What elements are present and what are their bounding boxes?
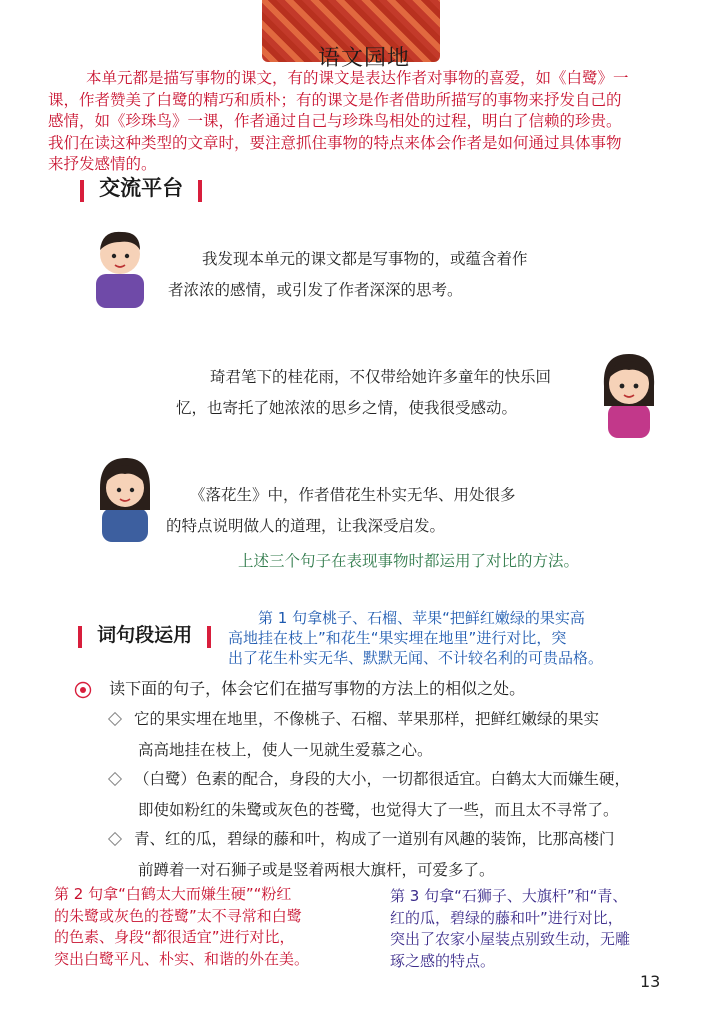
annotation-note-2 (54, 884, 374, 970)
note-line: 第 1 句拿桃子、石榴、苹果“把鲜红嫩绿的果实高 (258, 609, 585, 627)
note-line: 的朱鹭或灰色的苍鹭”太不寻常和白鹭 (54, 906, 302, 925)
item-line: 青、红的瓜，碧绿的藤和叶，构成了一道别有风趣的装饰，比那高楼门 (134, 830, 615, 848)
heading-bar-left (78, 626, 82, 648)
bubble-line: 琦君笔下的桂花雨，不仅带给她许多童年的快乐回 (210, 368, 552, 386)
item-line: 前蹲着一对石狮子或是竖着两根大旗杆，可爱多了。 (138, 861, 495, 879)
bubble-line: 者浓浓的感情，或引发了作者深深的思考。 (168, 281, 463, 299)
item-line: 即使如粉红的朱鹭或灰色的苍鹭，也觉得大了一些，而且太不寻常了。 (138, 801, 619, 819)
intro-line: 本单元都是描写事物的课文，有的课文是表达作者对事物的喜爱，如《白鹭》一 (86, 69, 629, 87)
heading-bar-right (198, 180, 202, 202)
intro-line: 课，作者赞美了白鹭的精巧和质朴；有的课文是作者借助所描写的事物来抒发自己的 (48, 90, 622, 109)
diamond-bullet-icon (108, 772, 122, 786)
flower-icon (74, 681, 92, 699)
page-title: 语文园地 (318, 46, 411, 71)
note-line: 突出白鹭平凡、朴实、和谐的外在美。 (54, 949, 310, 968)
annotation-note-1 (228, 608, 698, 668)
practice-heading-text: 词句段运用 (97, 624, 193, 646)
bubble-line: 《落花生》中，作者借花生朴实无华、用处很多 (190, 486, 516, 504)
diamond-bullet-icon (108, 832, 122, 846)
girl-avatar (594, 346, 664, 438)
note-line: 红的瓜，碧绿的藤和叶”进行对比， (390, 908, 623, 927)
student-avatar (92, 452, 158, 542)
item-line: （白鹭）色素的配合，身段的大小，一切都很适宜。白鹤太大而嫌生硬， (134, 770, 631, 788)
item-line: 高高地挂在枝上，使人一见就生爱慕之心。 (138, 741, 433, 759)
diamond-bullet-icon (108, 712, 122, 726)
note-line: 高地挂在枝上”和花生“果实埋在地里”进行对比，突 (228, 629, 567, 647)
bubble-line: 忆，也寄托了她浓浓的思乡之情，使我很受感动。 (176, 399, 518, 417)
speech-bubble-2 (176, 362, 596, 424)
heading-bar-right (207, 626, 211, 648)
intro-paragraph (48, 68, 693, 176)
note-line: 突出了农家小屋装点别致生动，无雕 (390, 930, 631, 948)
note-line: 第 2 句拿“白鹤太大而嫌生硬”“粉红 (54, 885, 292, 903)
speech-bubble-3 (166, 480, 586, 542)
note-line: 琢之感的特点。 (390, 951, 496, 970)
bubble-line: 我发现本单元的课文都是写事物的，或蕴含着作 (202, 250, 528, 268)
note-line: 第 3 句拿“石狮子、大旗杆”和“青、 (390, 887, 628, 905)
exchange-heading (80, 172, 202, 202)
practice-item-3 (108, 824, 668, 886)
intro-line: 来抒发感情的。 (48, 155, 157, 173)
instruction (74, 676, 525, 699)
note-line: 的色素、身段“都很适宜”进行对比， (54, 928, 295, 946)
boy-avatar (88, 222, 152, 308)
note-line: 出了花生朴实无华、默默无闻、不计较名利的可贵品格。 (228, 649, 604, 667)
speech-bubble-1 (168, 244, 588, 306)
heading-bar-left (80, 180, 84, 202)
item-line: 它的果实埋在地里，不像桃子、石榴、苹果那样，把鲜红嫩绿的果实 (134, 710, 600, 728)
exchange-conclusion: 上述三个句子在表现事物时都运用了对比的方法。 (238, 552, 580, 570)
practice-item-1 (108, 704, 668, 766)
instruction-text: 读下面的句子，体会它们在描写事物的方法上的相似之处。 (109, 679, 526, 698)
intro-line: 我们在读这种类型的文章时，要注意抓住事物的特点来体会作者是如何通过具体事物 (48, 133, 622, 152)
bubble-line: 的特点说明做人的道理，让我深受启发。 (166, 517, 446, 535)
practice-heading (78, 620, 211, 648)
exchange-heading-text: 交流平台 (99, 176, 184, 200)
annotation-note-3 (390, 886, 690, 972)
intro-line: 感情，如《珍珠鸟》一课，作者通过自己与珍珠鸟相处的过程，明白了信赖的珍贵。 (48, 112, 622, 130)
practice-item-2 (108, 764, 668, 826)
page-number: 13 (640, 972, 661, 991)
